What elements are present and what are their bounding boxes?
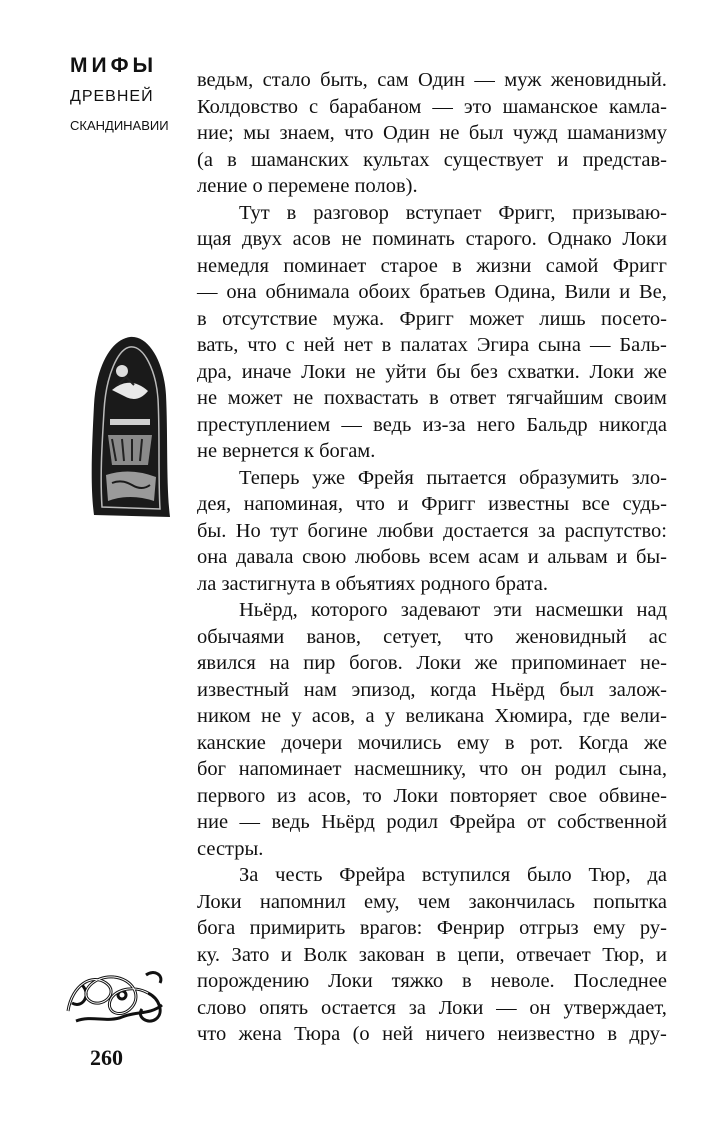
text-line: ником не у асов, а у великана Хюмира, где вели-: [197, 705, 667, 727]
body-text: [197, 67, 667, 1048]
text-line: бы. Но тут богине любви достается за распутство:: [197, 519, 667, 542]
text-line: она давала свою любовь всем асам и альвам и бы-: [197, 546, 667, 568]
page-number: 260: [90, 1045, 123, 1070]
series-subtitle-2: СКАНДИНАВИИ: [70, 118, 169, 133]
text-line: Тут в разговор вступает Фригг, призываю-: [239, 201, 667, 224]
text-line: ние; мы знаем, что Один не был чужд шаманизму: [197, 122, 667, 144]
text-line: ку. Зато и Волк закован в цепи, отвечает Тюр, и: [197, 943, 667, 966]
text-line: щая двух асов не поминать старого. Однако Локи: [197, 228, 667, 250]
text-line: Локи напомнил ему, чем закончилась попытка: [197, 890, 667, 913]
text-line: ведьм, стало быть, сам Один — муж женовидный.: [197, 69, 667, 91]
text-line: известный нам эпизод, когда Ньёрд был залож-: [197, 678, 667, 701]
text-line: немедля поминает старое в жизни самой Фригг: [197, 254, 667, 277]
text-line: ление о перемене полов).: [197, 175, 418, 197]
text-line: дра, иначе Локи не уйти бы без схватки. Локи же: [197, 360, 667, 383]
text-line: — она обнимала обоих братьев Одина, Вили и Ве,: [197, 281, 667, 303]
text-line: не может не похвастать в ответ тягчайшим своим: [197, 387, 667, 409]
text-line: вать, что с ней нет в палатах Эгира сына — Баль-: [197, 334, 667, 356]
series-title: МИФЫ: [70, 54, 158, 77]
text-line: преступлением — ведь из-за него Бальдр никогда: [197, 413, 667, 436]
text-line: не вернется к богам.: [197, 440, 376, 462]
text-line: За честь Фрейра вступился было Тюр, да: [239, 864, 667, 886]
text-line: бог напоминает насмешнику, что он родил сына,: [197, 758, 667, 780]
text-line: слово опять остается за Локи — он утверждает,: [197, 996, 667, 1019]
text-line: порождению Локи тяжко в неволе. Последнее: [197, 970, 667, 992]
text-line: дея, напоминая, что и Фригг известны все судь-: [197, 493, 667, 515]
text-line: сестры.: [197, 837, 264, 860]
celtic-knot-icon: [62, 965, 170, 1025]
text-line: явился на пир богов. Локи же припоминает не-: [197, 652, 667, 674]
text-line: (а в шаманских культах существует и представ-: [197, 148, 667, 171]
text-line: бога примирить врагов: Фенрир отгрыз ему ру-: [197, 917, 667, 939]
series-subtitle: ДРЕВНЕЙ: [70, 88, 154, 105]
text-line: ла застигнута в объятиях родного брата.: [197, 572, 548, 595]
text-line: первого из асов, то Локи повторяет свое обвине-: [197, 784, 667, 807]
text-line: ние — ведь Ньёрд родил Фрейра от собственной: [197, 811, 667, 833]
text-line: Ньёрд, которого задевают эти насмешки над: [239, 599, 667, 621]
text-line: Колдовство с барабаном — это шаманское камла-: [197, 95, 667, 118]
runestone-icon: [82, 335, 176, 523]
text-line: Теперь уже Фрейя пытается образумить зло-: [239, 466, 667, 489]
text-line: канские дочери мочились ему в рот. Когда же: [197, 731, 667, 754]
text-line: обычаями ванов, сетует, что женовидный ас: [197, 625, 667, 648]
text-line: что жена Тюра (о ней ничего неизвестно в дру-: [197, 1023, 667, 1045]
text-line: в отсутствие мужа. Фригг может лишь посето-: [197, 307, 667, 330]
